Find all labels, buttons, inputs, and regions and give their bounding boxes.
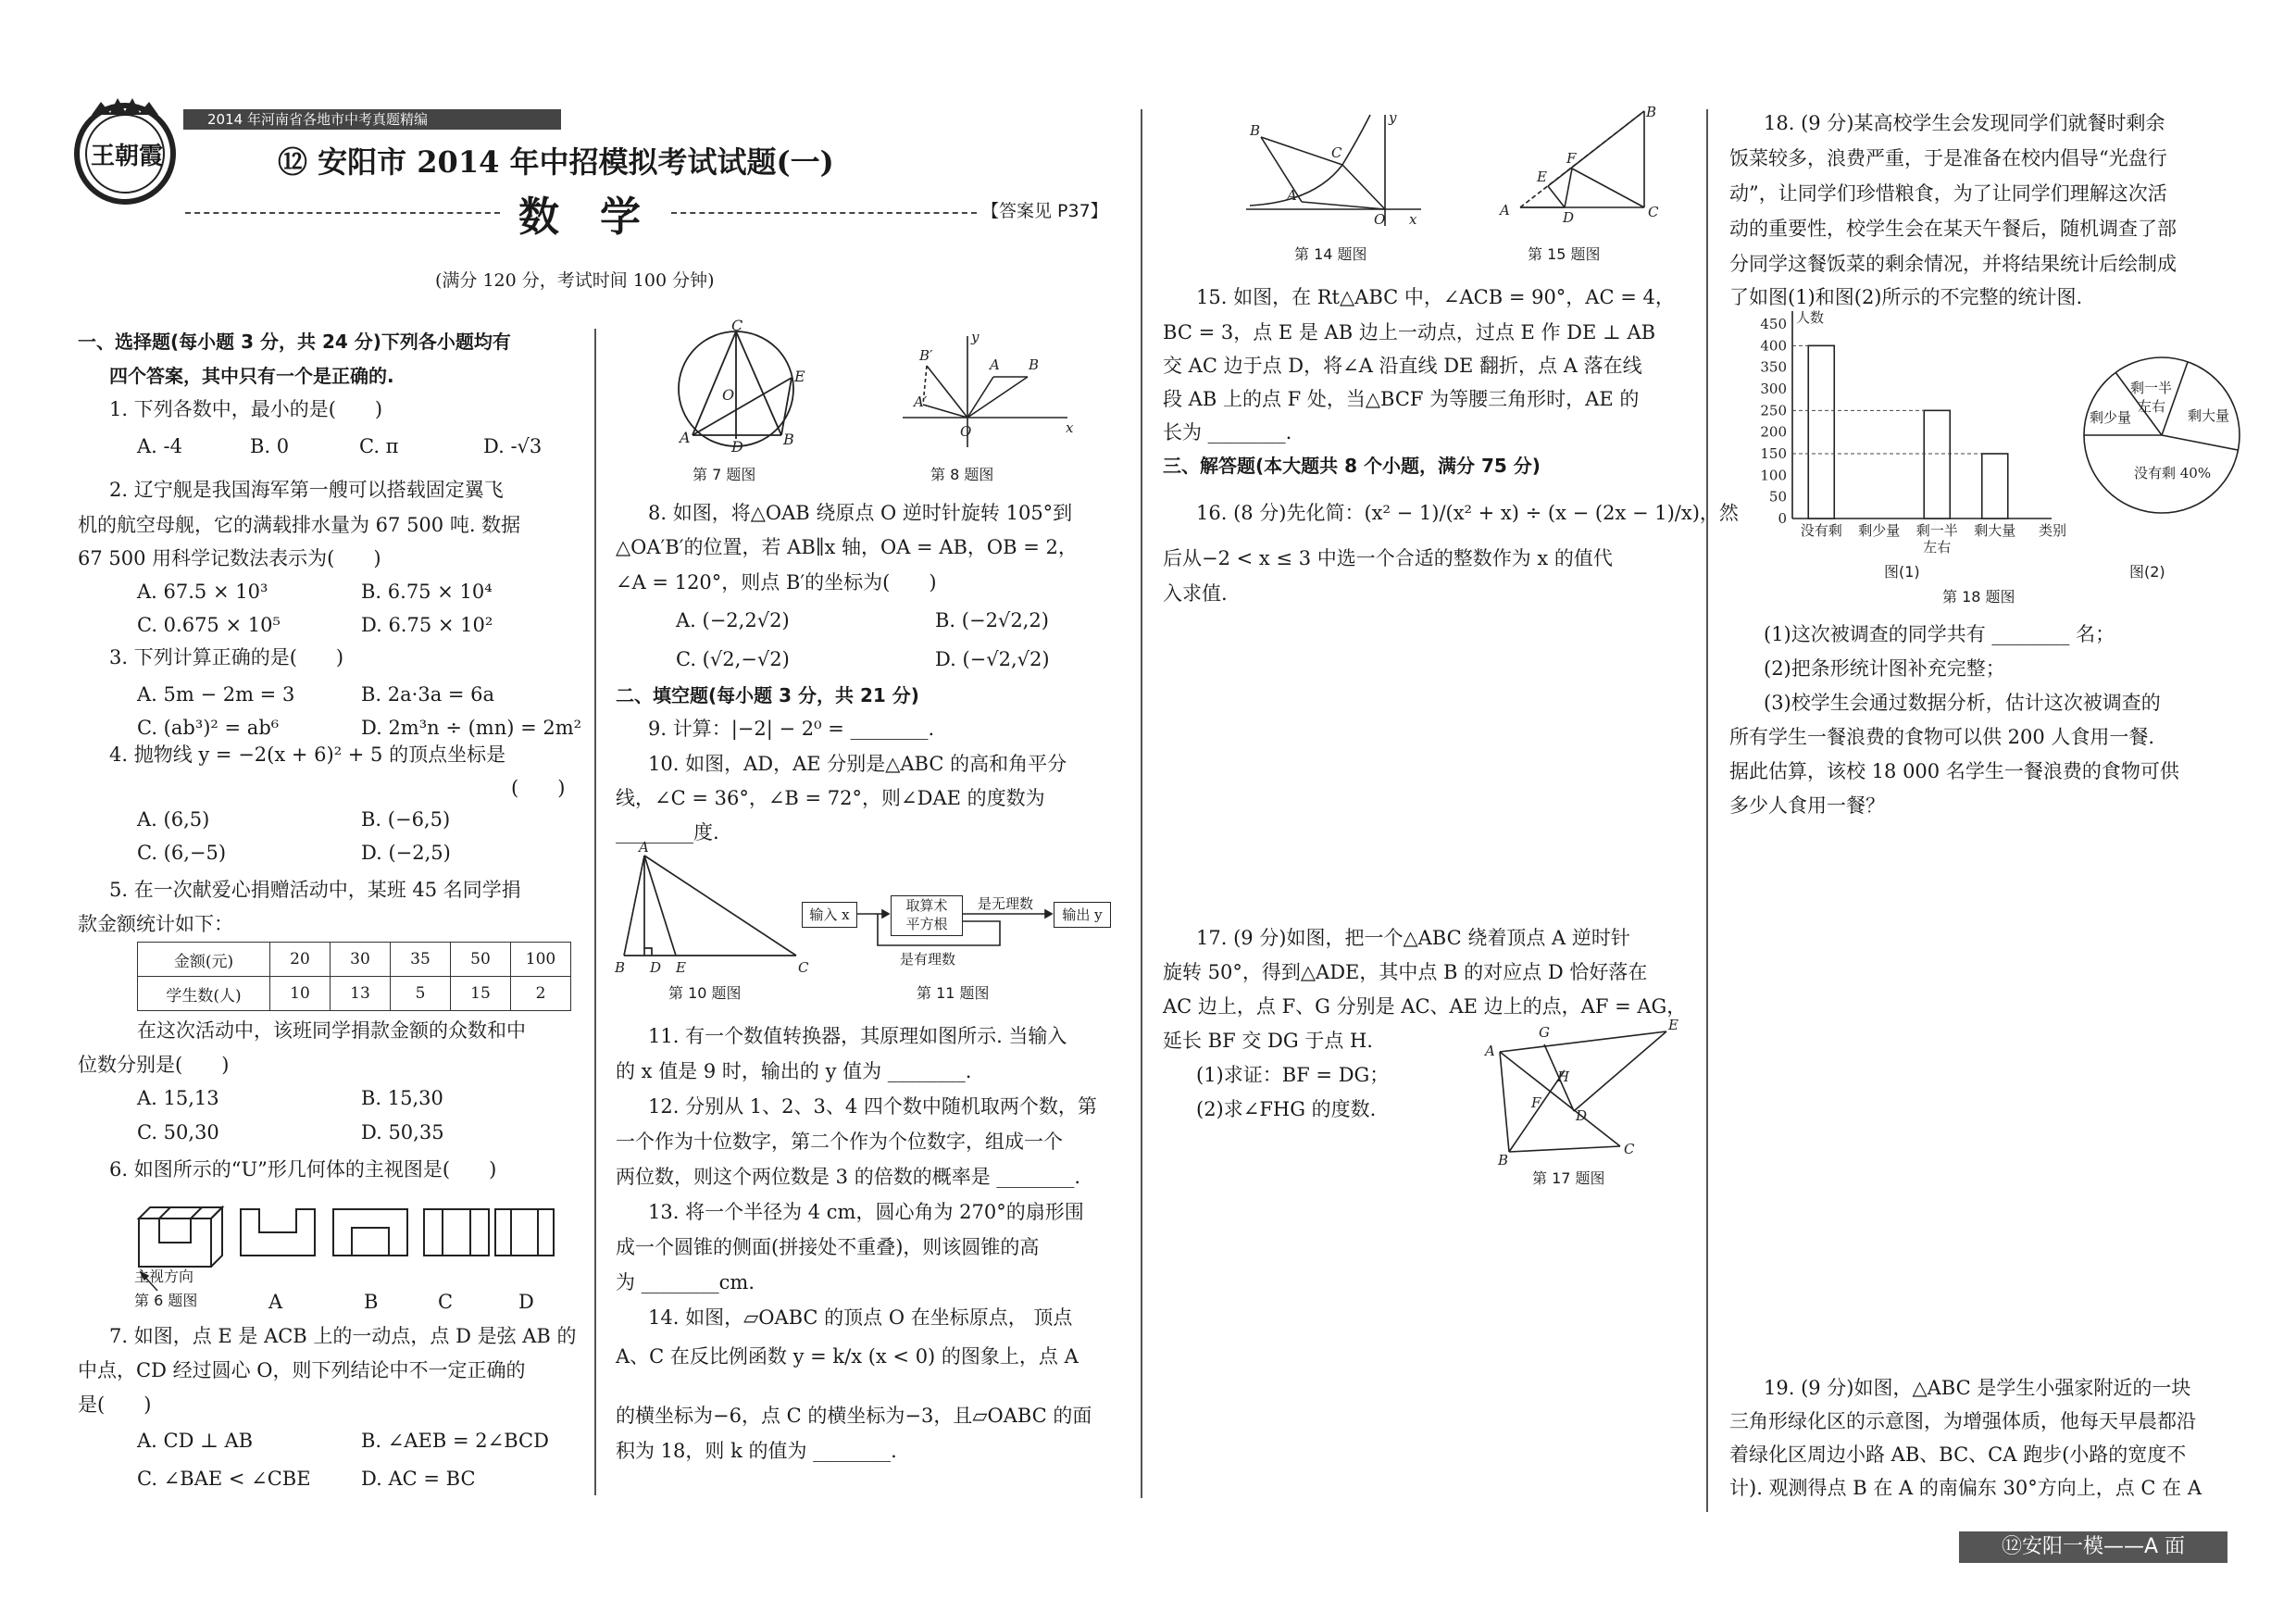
table-cell: 100 bbox=[511, 943, 571, 977]
q2-text: 2. 辽宁舰是我国海军第一艘可以搭载固定翼飞 bbox=[109, 479, 504, 501]
svg-text:C: C bbox=[731, 317, 743, 334]
q15-text-4: 段 AB 上的点 F 处，当△BCF 为等腰三角形时，AE 的 bbox=[1163, 388, 1640, 410]
q18-part3-4: 多少人食用一餐？ bbox=[1729, 794, 1885, 817]
section2-heading: 二、填空题(每小题 3 分，共 21 分) bbox=[616, 684, 919, 706]
svg-text:C: C bbox=[1648, 204, 1659, 220]
q3-option-d: D. 2m³n ÷ (mn) = 2m² bbox=[361, 717, 582, 739]
q9-text: 9. 计算：|−2| − 2⁰ = ________. bbox=[648, 718, 935, 740]
svg-text:y: y bbox=[1389, 109, 1397, 126]
svg-text:E: E bbox=[794, 368, 805, 385]
q19-text-3: 着绿化区周边小路 AB、BC、CA 跑步(小路的宽度不 bbox=[1729, 1443, 2187, 1466]
q2-option-b: B. 6.75 × 10⁴ bbox=[361, 581, 493, 603]
svg-text:B: B bbox=[1498, 1152, 1509, 1168]
q17-text: 17. (9 分)如图，把一个△ABC 绕着顶点 A 逆时针 bbox=[1196, 927, 1630, 949]
flowchart bbox=[796, 893, 1120, 986]
q7-caption: 第 7 题图 bbox=[693, 466, 756, 483]
column-divider bbox=[1706, 109, 1708, 1512]
q14-text: 14. 如图，▱OABC 的顶点 O 在坐标原点， 顶点 bbox=[648, 1306, 1073, 1329]
q7-option-a: A. CD ⊥ AB bbox=[137, 1430, 254, 1452]
svg-text:O: O bbox=[960, 423, 972, 440]
option-a-shape bbox=[241, 1209, 315, 1256]
svg-text:E: E bbox=[676, 959, 686, 976]
table-cell: 50 bbox=[451, 943, 511, 977]
fig2-label: 图(2) bbox=[2129, 563, 2165, 581]
svg-text:B: B bbox=[1646, 104, 1657, 120]
svg-text:A: A bbox=[990, 356, 1000, 373]
q17-text-4: 延长 BF 交 DG 于点 H. bbox=[1163, 1030, 1373, 1052]
x-tick-label-sub: 左右 bbox=[1923, 539, 1952, 556]
q15-caption: 第 15 题图 bbox=[1528, 245, 1601, 263]
q3-text: 3. 下列计算正确的是( ) bbox=[109, 646, 344, 669]
q5-text: 5. 在一次献爱心捐赠活动中，某班 45 名同学捐 bbox=[109, 879, 521, 901]
q17-figure bbox=[1472, 1018, 1685, 1167]
q1-option-c: C. π bbox=[359, 435, 399, 457]
table-cell: 30 bbox=[331, 943, 391, 977]
q17-text-3: AC 边上，点 F、G 分别是 AC、AE 边上的点，AF = AG， bbox=[1163, 995, 1687, 1018]
svg-text:x: x bbox=[1066, 419, 1074, 436]
footer-tag bbox=[1959, 1531, 2227, 1563]
y-tick-label: 0 bbox=[1778, 510, 1787, 527]
y-tick-label: 250 bbox=[1760, 402, 1787, 419]
q14-text-4: 积为 18，则 k 的值为 ________. bbox=[616, 1440, 897, 1462]
q8-text-2: △OA′B′的位置，若 AB∥x 轴，OA = AB，OB = 2， bbox=[616, 536, 1078, 558]
flow-operation-label: 取算术 bbox=[905, 897, 948, 914]
q14-text-2: A、C 在反比例函数 y = k/x (x < 0) 的图象上，点 A bbox=[616, 1345, 1079, 1368]
q5-option-a: A. 15,13 bbox=[137, 1087, 219, 1109]
flow-input-label: 输入 x bbox=[809, 906, 850, 923]
footer-label: ⑫安阳一模——A 面 bbox=[2001, 1535, 2186, 1558]
q1-option-b: B. 0 bbox=[250, 435, 290, 457]
q17-part2: (2)求∠FHG 的度数. bbox=[1196, 1098, 1377, 1120]
table-cell: 35 bbox=[391, 943, 451, 977]
q13-text-2: 成一个圆锥的侧面(拼接处不重叠)，则该圆锥的高 bbox=[616, 1236, 1040, 1258]
x-tick-label: 剩一半 bbox=[1915, 522, 1958, 539]
q4-option-b: B. (−6,5) bbox=[361, 808, 451, 831]
table-cell: 13 bbox=[331, 977, 391, 1011]
svg-text:B: B bbox=[1250, 122, 1261, 139]
q13-text: 13. 将一个半径为 4 cm，圆心角为 270°的扇形围 bbox=[648, 1201, 1084, 1223]
svg-text:B′: B′ bbox=[919, 347, 933, 364]
flow-rational-label: 是有理数 bbox=[900, 951, 956, 968]
flow-operation-label-2: 平方根 bbox=[905, 916, 948, 932]
logo-text: 王朝霞 bbox=[90, 143, 163, 170]
q18-text-6: 了如图(1)和图(2)所示的不完整的统计图. bbox=[1729, 286, 2083, 308]
flow-output-box bbox=[1054, 902, 1111, 928]
column-divider bbox=[1141, 109, 1142, 1498]
svg-text:E: E bbox=[1668, 1017, 1678, 1033]
q3-option-b: B. 2a·3a = 6a bbox=[361, 683, 495, 706]
q16-text-3: 入求值. bbox=[1163, 582, 1228, 605]
exam-info: (满分 120 分，考试时间 100 分钟) bbox=[435, 270, 715, 291]
q18-part2: (2)把条形统计图补充完整； bbox=[1764, 657, 2005, 680]
svg-text:C: C bbox=[798, 959, 809, 976]
table-cell: 5 bbox=[391, 977, 451, 1011]
svg-text:D: D bbox=[650, 959, 662, 976]
pie-slice-border bbox=[2162, 435, 2238, 450]
x-tick-label: 剩少量 bbox=[1858, 522, 1901, 539]
q12-text-3: 两位数，则这个两位数是 3 的倍数的概率是 ________. bbox=[616, 1166, 1081, 1188]
q14-figure bbox=[1241, 109, 1426, 230]
y-tick-label: 200 bbox=[1760, 423, 1787, 441]
svg-text:y: y bbox=[971, 329, 980, 345]
svg-text:A′: A′ bbox=[914, 394, 928, 410]
x-axis-label: 类别 bbox=[2039, 522, 2067, 539]
q17-text-2: 旋转 50°，得到△ADE，其中点 B 的对应点 D 恰好落在 bbox=[1163, 961, 1648, 983]
q2-text-3: 67 500 用科学记数法表示为( ) bbox=[78, 547, 381, 569]
q6-letter-b: B bbox=[364, 1291, 379, 1313]
pie-label-little: 剩少量 bbox=[2090, 409, 2132, 426]
svg-text:C: C bbox=[1331, 144, 1342, 161]
svg-text:B: B bbox=[783, 431, 794, 448]
answer-ref: 【答案见 P37】 bbox=[981, 201, 1108, 221]
q11-caption: 第 11 题图 bbox=[917, 984, 990, 1002]
q8-caption: 第 8 题图 bbox=[930, 466, 994, 483]
logo bbox=[69, 94, 181, 207]
q2-option-a: A. 67.5 × 10³ bbox=[137, 581, 268, 603]
q8-text-3: ∠A = 120°，则点 B′的坐标为( ) bbox=[616, 571, 937, 594]
table-cell: 20 bbox=[270, 943, 331, 977]
svg-text:A: A bbox=[639, 839, 649, 856]
q15-text-5: 长为 ________. bbox=[1163, 421, 1292, 444]
title-rule-left bbox=[185, 212, 500, 214]
table-row bbox=[138, 943, 571, 977]
q6-caption: 第 6 题图 bbox=[134, 1292, 198, 1309]
svg-text:A: A bbox=[1500, 202, 1510, 219]
q15-figure bbox=[1489, 104, 1674, 224]
section1-heading-2: 四个答案，其中只有一个是正确的. bbox=[109, 365, 394, 387]
y-tick-label: 150 bbox=[1760, 445, 1787, 462]
q10-caption: 第 10 题图 bbox=[668, 984, 742, 1002]
q19-text-2: 三角形绿化区的示意图，为增强体质，他每天早晨都沿 bbox=[1729, 1410, 2196, 1432]
table-cell: 10 bbox=[270, 977, 331, 1011]
q4-option-a: A. (6,5) bbox=[137, 808, 210, 831]
subject-title: 数 学 bbox=[518, 194, 641, 241]
q3-option-c: C. (ab³)² = ab⁶ bbox=[137, 717, 280, 739]
fig1-label: 图(1) bbox=[1884, 563, 1920, 581]
column-divider bbox=[594, 329, 596, 1495]
q5-text-2: 款金额统计如下： bbox=[78, 913, 233, 935]
q18-text-3: 动”，让同学们珍惜粮食，为了让同学们理解这次活 bbox=[1729, 182, 2167, 205]
table-cell: 15 bbox=[451, 977, 511, 1011]
q7-figure bbox=[667, 317, 815, 456]
q5-option-b: B. 15,30 bbox=[361, 1087, 443, 1109]
x-tick-label: 剩大量 bbox=[1974, 522, 2016, 539]
q18-part3-3: 据此估算，该校 18 000 名学生一餐浪费的食物可供 bbox=[1729, 760, 2179, 782]
svg-text:F: F bbox=[1566, 150, 1577, 167]
option-b-shape bbox=[333, 1209, 407, 1256]
y-axis-label: 人数 bbox=[1796, 309, 1825, 326]
bar bbox=[1924, 410, 1950, 519]
svg-text:D: D bbox=[1563, 209, 1575, 226]
q4-option-c: C. (6,−5) bbox=[137, 842, 227, 864]
q5-text-3: 在这次活动中，该班同学捐款金额的众数和中 bbox=[137, 1019, 526, 1042]
svg-text:A: A bbox=[1485, 1043, 1495, 1059]
q6-letter-d: D bbox=[518, 1291, 534, 1313]
q16-text: 16. (8 分)先化简：(x² − 1)/(x² + x) ÷ (x − (2x − 1)/x)，然 bbox=[1196, 502, 1739, 524]
q2-option-d: D. 6.75 × 10² bbox=[361, 614, 493, 636]
u-solid-3d bbox=[139, 1207, 222, 1267]
svg-text:B: B bbox=[1029, 356, 1040, 373]
y-tick-label: 450 bbox=[1760, 316, 1787, 332]
q1-option-d: D. -√3 bbox=[483, 435, 543, 457]
section3-heading: 三、解答题(本大题共 8 个小题，满分 75 分) bbox=[1163, 455, 1541, 477]
x-tick-label: 没有剩 bbox=[1800, 522, 1842, 539]
y-tick-label: 300 bbox=[1760, 381, 1787, 397]
y-tick-label: 400 bbox=[1760, 337, 1787, 355]
q6-text: 6. 如图所示的“U”形几何体的主视图是( ) bbox=[109, 1158, 497, 1181]
q2-text-2: 机的航空母舰，它的满载排水量为 67 500 吨. 数据 bbox=[78, 514, 521, 536]
q8-text: 8. 如图，将△OAB 绕原点 O 逆时针旋转 105°到 bbox=[648, 502, 1073, 524]
q15-text-2: BC = 3，点 E 是 AB 边上一动点，过点 E 作 DE ⊥ AB bbox=[1163, 321, 1656, 344]
q5-option-c: C. 50,30 bbox=[137, 1121, 219, 1143]
q18-part3-2: 所有学生一餐浪费的食物可以供 200 人食用一餐. bbox=[1729, 726, 2155, 748]
pie-label-none: 没有剩 40% bbox=[2134, 465, 2212, 481]
q5-option-d: D. 50,35 bbox=[361, 1121, 444, 1143]
q2-option-c: C. 0.675 × 10⁵ bbox=[137, 614, 281, 636]
pie-label-half-sub: 左右 bbox=[2138, 398, 2166, 415]
page-title: ⑫ 安阳市 2014 年中招模拟考试试题(一) bbox=[278, 144, 834, 180]
q18-text-5: 分同学这餐饭菜的剩余情况，并将结果统计后绘制成 bbox=[1729, 253, 2177, 275]
table-cell: 金额(元) bbox=[138, 943, 270, 977]
q15-text: 15. 如图，在 Rt△ABC 中，∠ACB = 90°，AC = 4， bbox=[1196, 286, 1675, 308]
q10-text: 10. 如图，AD，AE 分别是△ABC 的高和角平分 bbox=[648, 753, 1067, 775]
svg-text:C: C bbox=[1624, 1141, 1635, 1157]
title-rule-right bbox=[671, 212, 977, 214]
q4-paren: ( ) bbox=[511, 777, 566, 799]
q6-letter-a: A bbox=[268, 1291, 283, 1313]
q8-option-a: A. (−2,2√2) bbox=[676, 609, 790, 631]
q18-part3: (3)校学生会通过数据分析，估计这次被调查的 bbox=[1764, 692, 2161, 714]
svg-text:O: O bbox=[1374, 211, 1386, 228]
q7-text-2: 中点，CD 经过圆心 O，则下列结论中不一定正确的 bbox=[78, 1359, 526, 1381]
q12-text-2: 一个作为十位数字，第二个作为个位数字，组成一个 bbox=[616, 1131, 1063, 1153]
q11-text-2: 的 x 值是 9 时，输出的 y 值为 ________. bbox=[616, 1060, 972, 1082]
q10-text-2: 线，∠C = 36°，∠B = 72°，则∠DAE 的度数为 bbox=[616, 787, 1045, 809]
table-row bbox=[138, 977, 571, 1011]
flow-operation-box bbox=[891, 895, 963, 936]
bar-chart bbox=[1741, 306, 2083, 583]
q18-text: 18. (9 分)某高校学生会发现同学们就餐时剩余 bbox=[1764, 112, 2165, 134]
q11-text: 11. 有一个数值转换器，其原理如图所示. 当输入 bbox=[648, 1025, 1067, 1047]
table-cell: 学生数(人) bbox=[138, 977, 270, 1011]
q8-option-b: B. (−2√2,2) bbox=[935, 609, 1049, 631]
y-tick-label: 50 bbox=[1768, 488, 1787, 506]
banner: 2014 年河南省各地市中考真题精编 bbox=[183, 109, 561, 130]
flow-irrational-label: 是无理数 bbox=[978, 895, 1034, 912]
pie-chart bbox=[2078, 352, 2245, 519]
flow-output-label: 输出 y bbox=[1062, 906, 1103, 923]
q7-option-c: C. ∠BAE < ∠CBE bbox=[137, 1468, 311, 1490]
q18-caption: 第 18 题图 bbox=[1942, 588, 2015, 606]
q18-text-4: 动的重要性，校学生会在某天午餐后，随机调查了部 bbox=[1729, 218, 2177, 240]
q18-text-2: 饭菜较多，浪费严重，于是准备在校内倡导“光盘行 bbox=[1729, 147, 2167, 169]
svg-text:A: A bbox=[680, 429, 691, 446]
pie-slice-border bbox=[2162, 362, 2188, 435]
svg-text:x: x bbox=[1409, 211, 1417, 228]
q6-letter-c: C bbox=[438, 1291, 454, 1313]
option-c-shape bbox=[424, 1209, 489, 1256]
q15-text-3: 交 AC 边于点 D，将∠A 沿直线 DE 翻折，点 A 落在线 bbox=[1163, 355, 1642, 377]
q4-option-d: D. (−2,5) bbox=[361, 842, 451, 864]
svg-text:B: B bbox=[615, 959, 626, 976]
svg-text:E: E bbox=[1537, 169, 1547, 185]
q13-text-3: 为 ________cm. bbox=[616, 1271, 755, 1293]
q14-caption: 第 14 题图 bbox=[1294, 245, 1367, 263]
section1-heading: 一、选择题(每小题 3 分，共 24 分)下列各小题均有 bbox=[78, 331, 511, 353]
q8-option-d: D. (−√2,√2) bbox=[935, 648, 1050, 670]
svg-text:A: A bbox=[1287, 187, 1297, 204]
svg-text:D: D bbox=[1576, 1107, 1588, 1124]
q1-text: 1. 下列各数中，最小的是( ) bbox=[109, 398, 383, 420]
table-cell: 2 bbox=[511, 977, 571, 1011]
flow-input-box bbox=[802, 902, 857, 928]
q7-option-b: B. ∠AEB = 2∠BCD bbox=[361, 1430, 549, 1452]
q7-text-3: 是( ) bbox=[78, 1393, 152, 1416]
y-tick-label: 100 bbox=[1760, 467, 1787, 484]
option-d-shape bbox=[495, 1209, 554, 1256]
pie-label-half: 剩一半 bbox=[2130, 380, 2173, 396]
q18-part1: (1)这次被调查的同学共有 ________ 名； bbox=[1764, 623, 2115, 645]
q17-part1: (1)求证：BF = DG； bbox=[1196, 1064, 1390, 1086]
svg-text:D: D bbox=[731, 438, 743, 456]
q16-text-2: 后从−2 < x ≤ 3 中选一个合适的整数作为 x 的值代 bbox=[1163, 547, 1613, 569]
q4-text: 4. 抛物线 y = −2(x + 6)² + 5 的顶点坐标是 bbox=[109, 744, 506, 766]
q19-text: 19. (9 分)如图，△ABC 是学生小强家附近的一块 bbox=[1764, 1377, 2191, 1399]
svg-text:F: F bbox=[1531, 1094, 1541, 1111]
q12-text: 12. 分别从 1、2、3、4 四个数中随机取两个数，第 bbox=[648, 1095, 1097, 1118]
donation-table bbox=[137, 942, 571, 1011]
pie-label-lots: 剩大量 bbox=[2188, 407, 2230, 424]
y-tick-label: 350 bbox=[1760, 358, 1787, 376]
svg-text:O: O bbox=[722, 386, 735, 404]
q14-text-3: 的横坐标为−6，点 C 的横坐标为−3，且▱OABC 的面 bbox=[616, 1405, 1092, 1427]
q8-figure bbox=[893, 329, 1079, 449]
q7-text: 7. 如图，点 E 是 ACB 上的一动点，点 D 是弦 AB 的 bbox=[109, 1325, 577, 1347]
q7-option-d: D. AC = BC bbox=[361, 1468, 476, 1490]
svg-text:H: H bbox=[1557, 1068, 1570, 1085]
q8-option-c: C. (√2,−√2) bbox=[676, 648, 790, 670]
svg-text:G: G bbox=[1539, 1024, 1550, 1041]
q17-caption: 第 17 题图 bbox=[1532, 1169, 1605, 1187]
q6-direction-label: 主视方向 bbox=[134, 1268, 194, 1285]
bar bbox=[1808, 345, 1834, 519]
q10-figure bbox=[611, 839, 815, 976]
q19-text-4: 计). 观测得点 B 在 A 的南偏东 30°方向上，点 C 在 A bbox=[1729, 1477, 2202, 1499]
bar bbox=[1982, 454, 2008, 519]
q5-text-4: 位数分别是( ) bbox=[78, 1054, 230, 1076]
q10-text-3: ________度. bbox=[616, 821, 719, 843]
q3-option-a: A. 5m − 2m = 3 bbox=[137, 683, 295, 706]
q1-option-a: A. -4 bbox=[137, 435, 182, 457]
